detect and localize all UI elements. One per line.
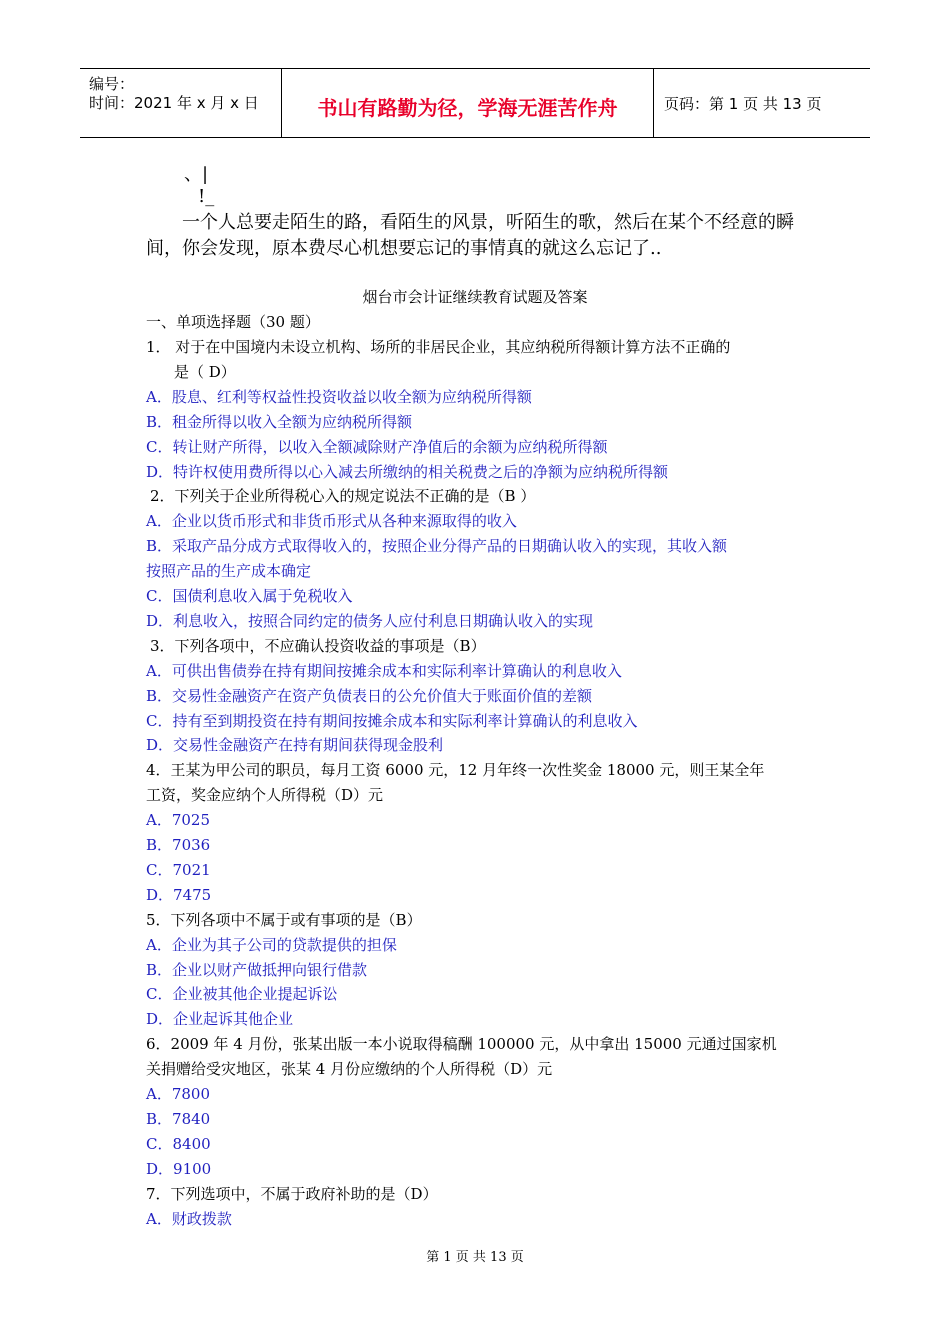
- intro-fragment-1: 、|: [184, 164, 209, 185]
- answer-option: D．交易性金融资产在持有期间获得现金股利: [146, 736, 444, 755]
- question-text: 4．王某为甲公司的职员，每月工资 6000 元，12 月年终一次性奖金 18000 元，则王某全年: [146, 761, 765, 780]
- document-title: 烟台市会计证继续教育试题及答案: [362, 288, 588, 306]
- header-page-cell: [654, 69, 870, 137]
- answer-option: D．企业起诉其他企业: [146, 1010, 294, 1029]
- answer-option: C．8400: [146, 1134, 211, 1153]
- answer-option: D．特许权使用费所得以心入减去所缴纳的相关税费之后的净额为应纳税所得额: [146, 462, 669, 481]
- answer-option: 按照产品的生产成本确定: [146, 562, 312, 581]
- number-label: 编号：: [89, 75, 135, 93]
- section-heading: 一、单项选择题（30 题）: [146, 313, 320, 331]
- question-text: 1． 对于在中国境内未设立机构、场所的非居民企业，其应纳税所得额计算方法不正确的: [146, 338, 731, 356]
- question-text: 3．下列各项中，不应确认投资收益的事项是（B）: [150, 636, 486, 655]
- intro-quote: 一个人总要走陌生的路，看陌生的风景，听陌生的歌，然后在某个不经意的瞬间，你会发现，原本费尽心机想要忘记的事情真的就这么忘记了..: [146, 212, 794, 259]
- answer-option: C．转让财产所得，以收入全额减除财产净值后的余额为应纳税所得额: [146, 437, 608, 456]
- question-text: 关捐赠给受灾地区，张某 4 月份应缴纳的个人所得税（D）元: [146, 1060, 553, 1079]
- question-text: 6．2009 年 4 月份，张某出版一本小说取得稿酬 100000 元，从中拿出 15000 元通过国家机: [146, 1035, 777, 1054]
- question-text: 5．下列各项中不属于或有事项的是（B）: [146, 910, 422, 929]
- answer-option: A．可供出售债券在持有期间按摊余成本和实际利率计算确认的利息收入: [146, 661, 622, 680]
- question-text: 7．下列选项中，不属于政府补助的是（D）: [146, 1184, 438, 1203]
- header-table: [80, 68, 870, 138]
- answer-option: C．企业被其他企业提起诉讼: [146, 985, 338, 1004]
- question-text: 是（ D）: [174, 362, 236, 381]
- question-text: 2．下列关于企业所得税心入的规定说法不正确的是（B ）: [150, 487, 536, 506]
- header-motto-cell: [282, 69, 654, 137]
- intro-fragment-2: !_: [198, 186, 215, 207]
- header-meta-cell: [80, 69, 282, 137]
- motto-text: 书山有路勤为径，学海无涯苦作舟: [317, 96, 618, 120]
- answer-option: C．持有至到期投资在持有期间按摊余成本和实际利率计算确认的利息收入: [146, 711, 638, 730]
- page-label: 页码：第 1 页 共 13 页: [664, 95, 822, 113]
- answer-option: B．7036: [146, 836, 211, 854]
- answer-option: A．7025: [146, 811, 211, 830]
- answer-option: D．利息收入，按照合同约定的债务人应付利息日期确认收入的实现: [146, 611, 594, 630]
- answer-option: D．7475: [146, 885, 212, 904]
- answer-option: B．租金所得以收入全额为应纳税所得额: [146, 412, 413, 431]
- answer-option: A．财政拨款: [146, 1209, 232, 1228]
- page-footer: 第 1 页 共 13 页: [426, 1250, 524, 1265]
- question-text: 工资，奖金应纳个人所得税（D）元: [146, 786, 384, 805]
- answer-option: A．7800: [146, 1085, 211, 1103]
- answer-option: B．企业以财产做抵押向银行借款: [146, 960, 368, 979]
- answer-option: A．股息、红利等权益性投资收益以收全额为应纳税所得额: [146, 387, 532, 406]
- time-label: 时间：2021 年 x 月 x 日: [89, 94, 259, 112]
- answer-option: B．7840: [146, 1109, 211, 1128]
- answer-option: A．企业以货币形式和非货币形式从各种来源取得的收入: [146, 512, 517, 531]
- answer-option: D．9100: [146, 1159, 212, 1178]
- answer-option: C．7021: [146, 860, 211, 879]
- answer-option: B．采取产品分成方式取得收入的，按照企业分得产品的日期确认收入的实现，其收入额: [146, 537, 728, 556]
- answer-option: C．国债利息收入属于免税收入: [146, 587, 353, 605]
- answer-option: B．交易性金融资产在资产负债表日的公允价值大于账面价值的差额: [146, 686, 593, 705]
- answer-option: A．企业为其子公司的贷款提供的担保: [146, 935, 397, 954]
